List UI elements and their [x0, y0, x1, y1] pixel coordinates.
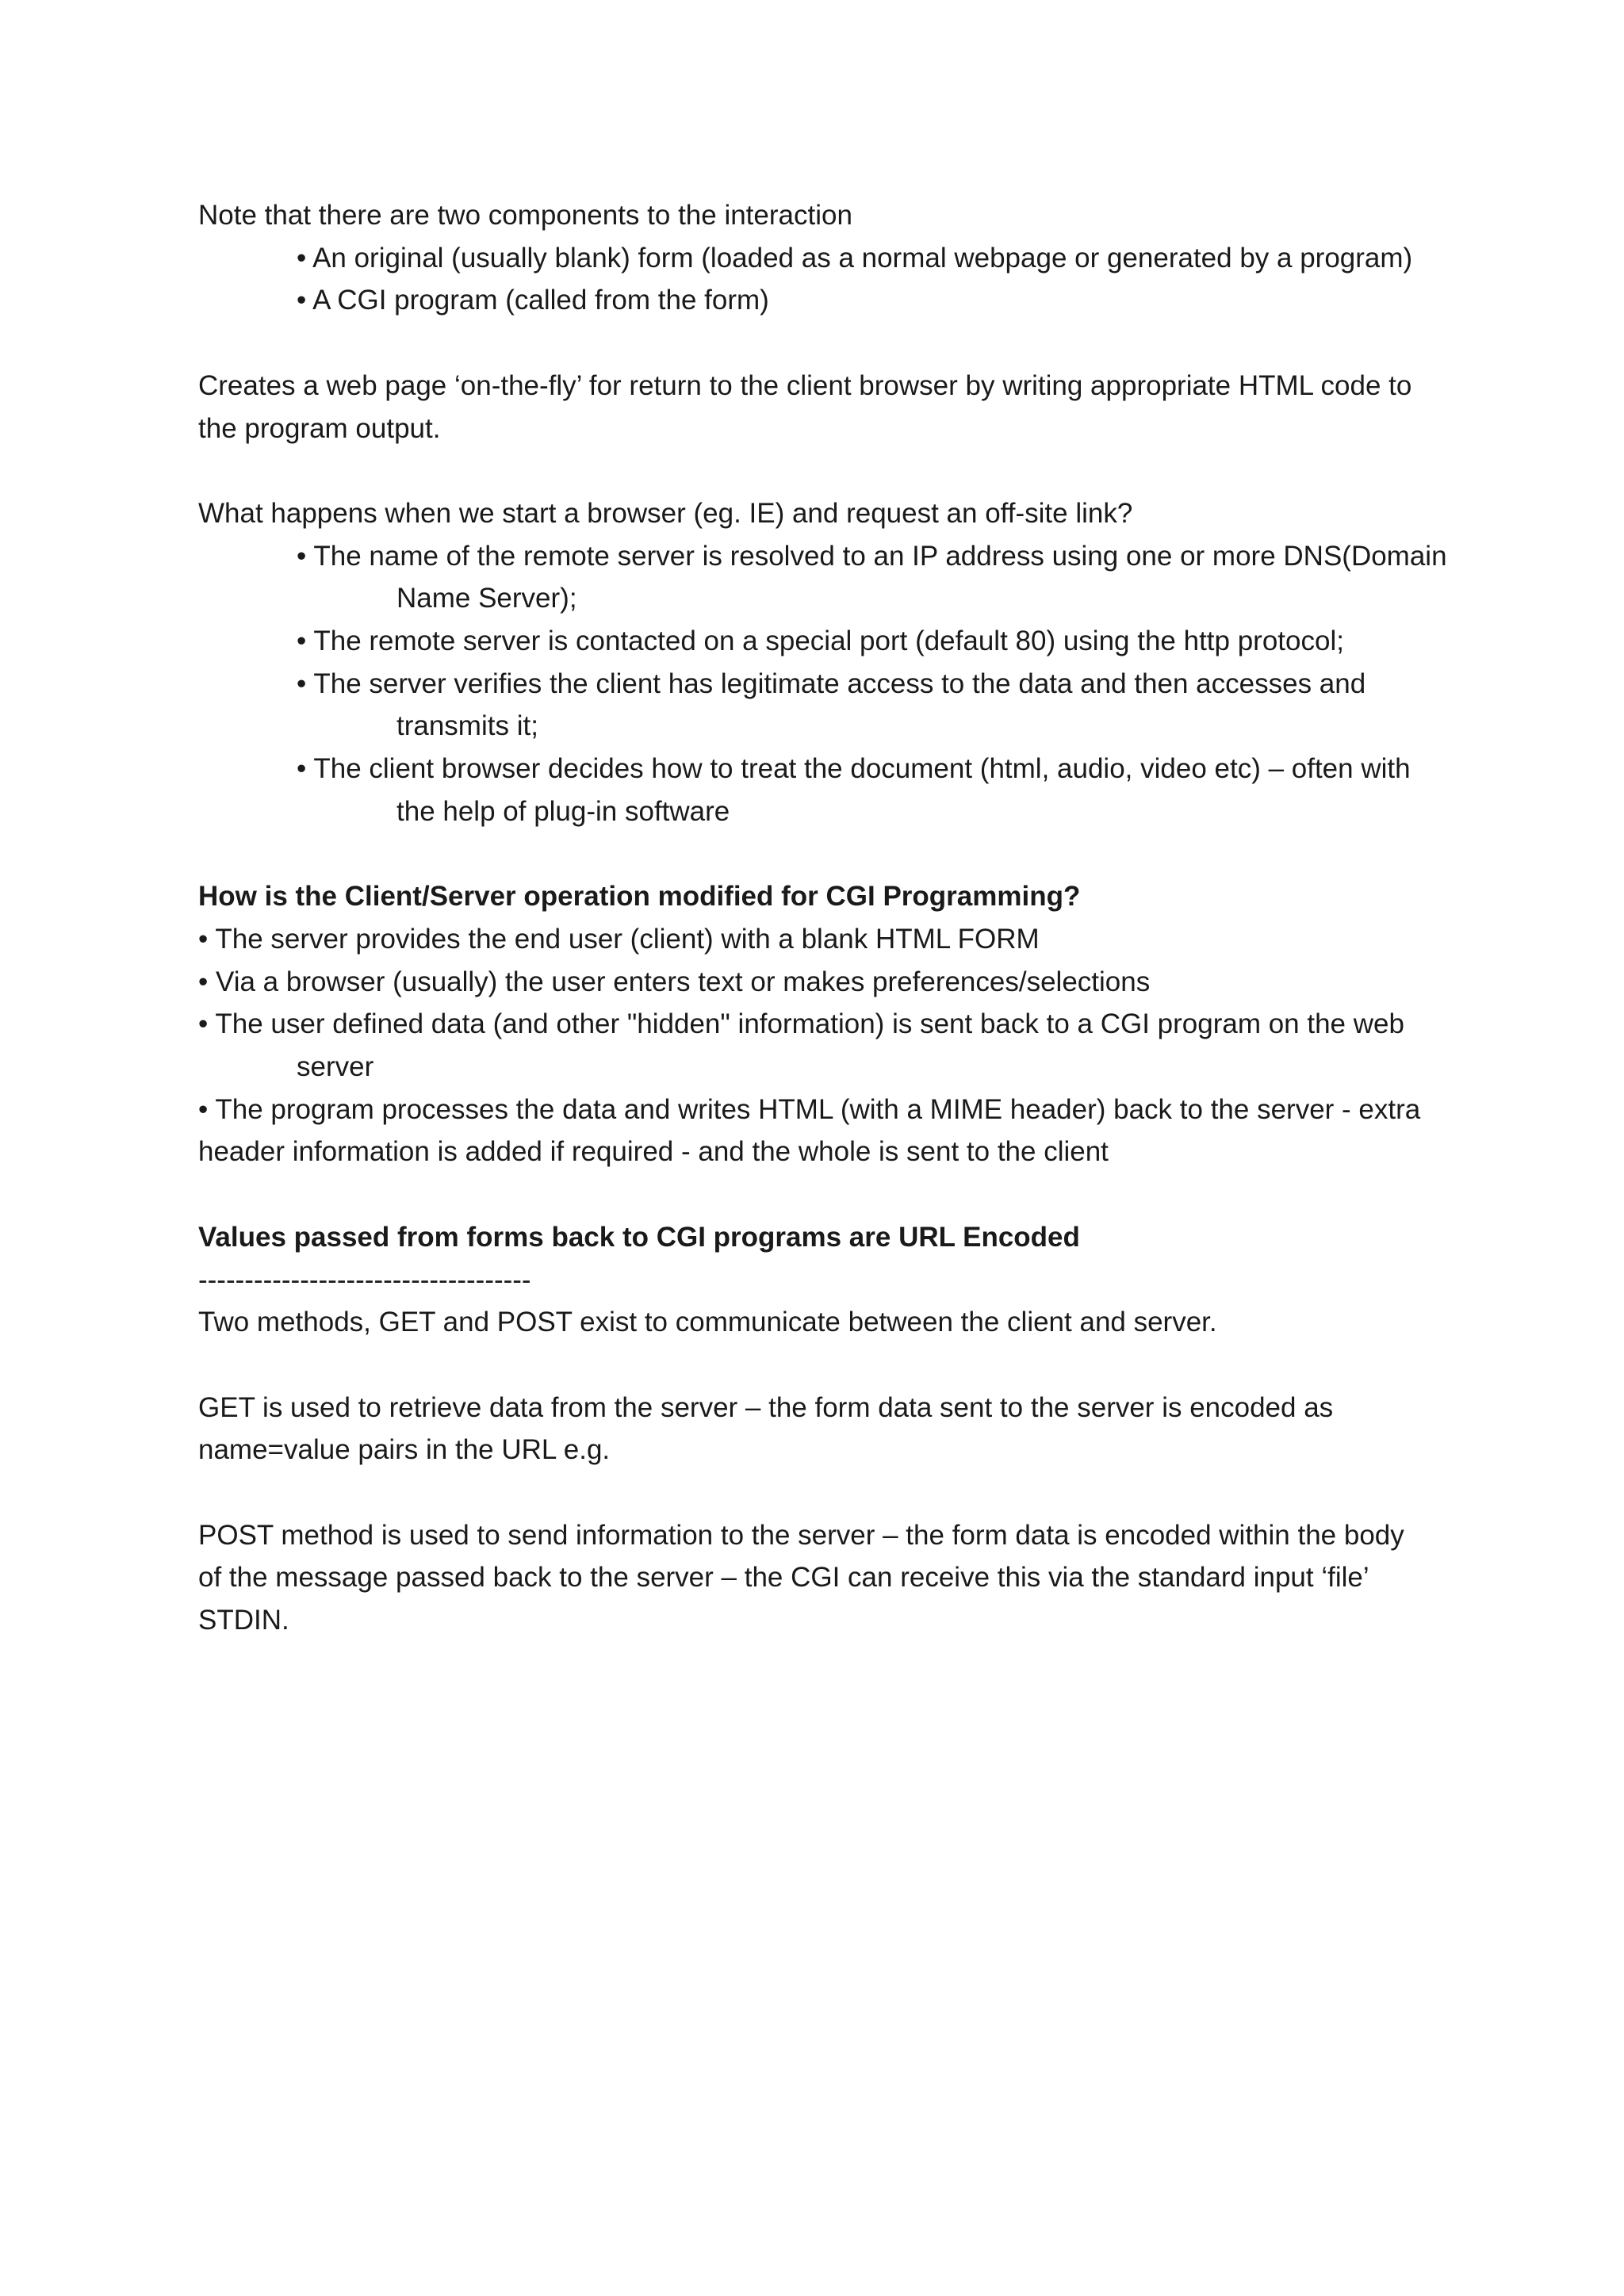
- bullet: •: [297, 285, 307, 316]
- section-heading: How is the Client/Server operation modified for CGI Programming?: [198, 881, 1081, 913]
- paragraph-line: STDIN.: [198, 1605, 289, 1636]
- bullet: •: [297, 626, 307, 656]
- list-item-text: The program processes the data and writes HTML (with a MIME header) back to the server - extra: [215, 1093, 1421, 1125]
- list-item-text: The server verifies the client has legitimate access to the data and then accesses and: [313, 668, 1366, 699]
- paragraph-line: Two methods, GET and POST exist to communicate between the client and server.: [198, 1307, 1217, 1338]
- list-item-continuation: server: [297, 1051, 374, 1083]
- list-item-text: The client browser decides how to treat the document (html, audio, video etc) – often with: [313, 753, 1411, 785]
- list-item-continuation: header information is added if required - and the whole is sent to the client: [198, 1136, 1109, 1168]
- list-item: [198, 237, 1459, 280]
- bullet: •: [198, 923, 209, 955]
- list-item: [198, 279, 1459, 322]
- list-item: [198, 663, 1459, 706]
- bullet: •: [198, 1093, 209, 1125]
- list-item-text: The user defined data (and other "hidden" information) is sent back to a CGI program on the web: [215, 1008, 1404, 1040]
- bullet: •: [297, 668, 307, 699]
- list-item-continuation: the help of plug-in software: [396, 795, 730, 827]
- list-item-text: An original (usually blank) form (loaded as a normal webpage or generated by a program): [312, 242, 1413, 274]
- list-item-text: The server provides the end user (client) with a blank HTML FORM: [215, 923, 1040, 955]
- document-body: [198, 194, 1459, 1642]
- paragraph-line: of the message passed back to the server – the CGI can receive this via the standard input ‘file’: [198, 1562, 1369, 1594]
- bullet: •: [297, 753, 307, 785]
- paragraph-line: POST method is used to send information to the server – the form data is encoded within the body: [198, 1519, 1404, 1551]
- paragraph-line: Creates a web page ‘on-the-fly’ for return to the client browser by writing appropriate HTML code to: [198, 369, 1412, 401]
- list-item: [198, 918, 1459, 961]
- paragraph-line: GET is used to retrieve data from the server – the form data sent to the server is encoded as: [198, 1391, 1334, 1423]
- bullet: •: [198, 1008, 209, 1040]
- list-item-continuation: Name Server);: [396, 583, 577, 614]
- divider: ------------------------------------: [198, 1264, 531, 1295]
- bullet: •: [297, 242, 307, 274]
- list-item: [198, 535, 1459, 578]
- list-item: [198, 1003, 1459, 1046]
- list-item-text: A CGI program (called from the form): [312, 285, 769, 316]
- list-item-text: Via a browser (usually) the user enters text or makes preferences/selections: [216, 966, 1151, 997]
- list-item-text: The name of the remote server is resolved to an IP address using one or more DNS(Domain: [313, 540, 1447, 572]
- list-item: [198, 748, 1459, 790]
- section-heading: Values passed from forms back to CGI programs are URL Encoded: [198, 1221, 1080, 1253]
- list-item: [198, 620, 1459, 663]
- question-text: What happens when we start a browser (eg. IE) and request an off-site link?: [198, 497, 1133, 529]
- list-item: [198, 1089, 1459, 1131]
- list-item-text: The remote server is contacted on a special port (default 80) using the http protocol;: [313, 626, 1344, 656]
- intro-text: Note that there are two components to the interaction: [198, 200, 852, 231]
- bullet: •: [297, 540, 307, 572]
- paragraph-line: name=value pairs in the URL e.g.: [198, 1434, 611, 1466]
- list-item: [198, 961, 1459, 1004]
- bullet: •: [198, 966, 209, 997]
- paragraph-line: the program output.: [198, 412, 441, 444]
- list-item-continuation: transmits it;: [396, 710, 538, 742]
